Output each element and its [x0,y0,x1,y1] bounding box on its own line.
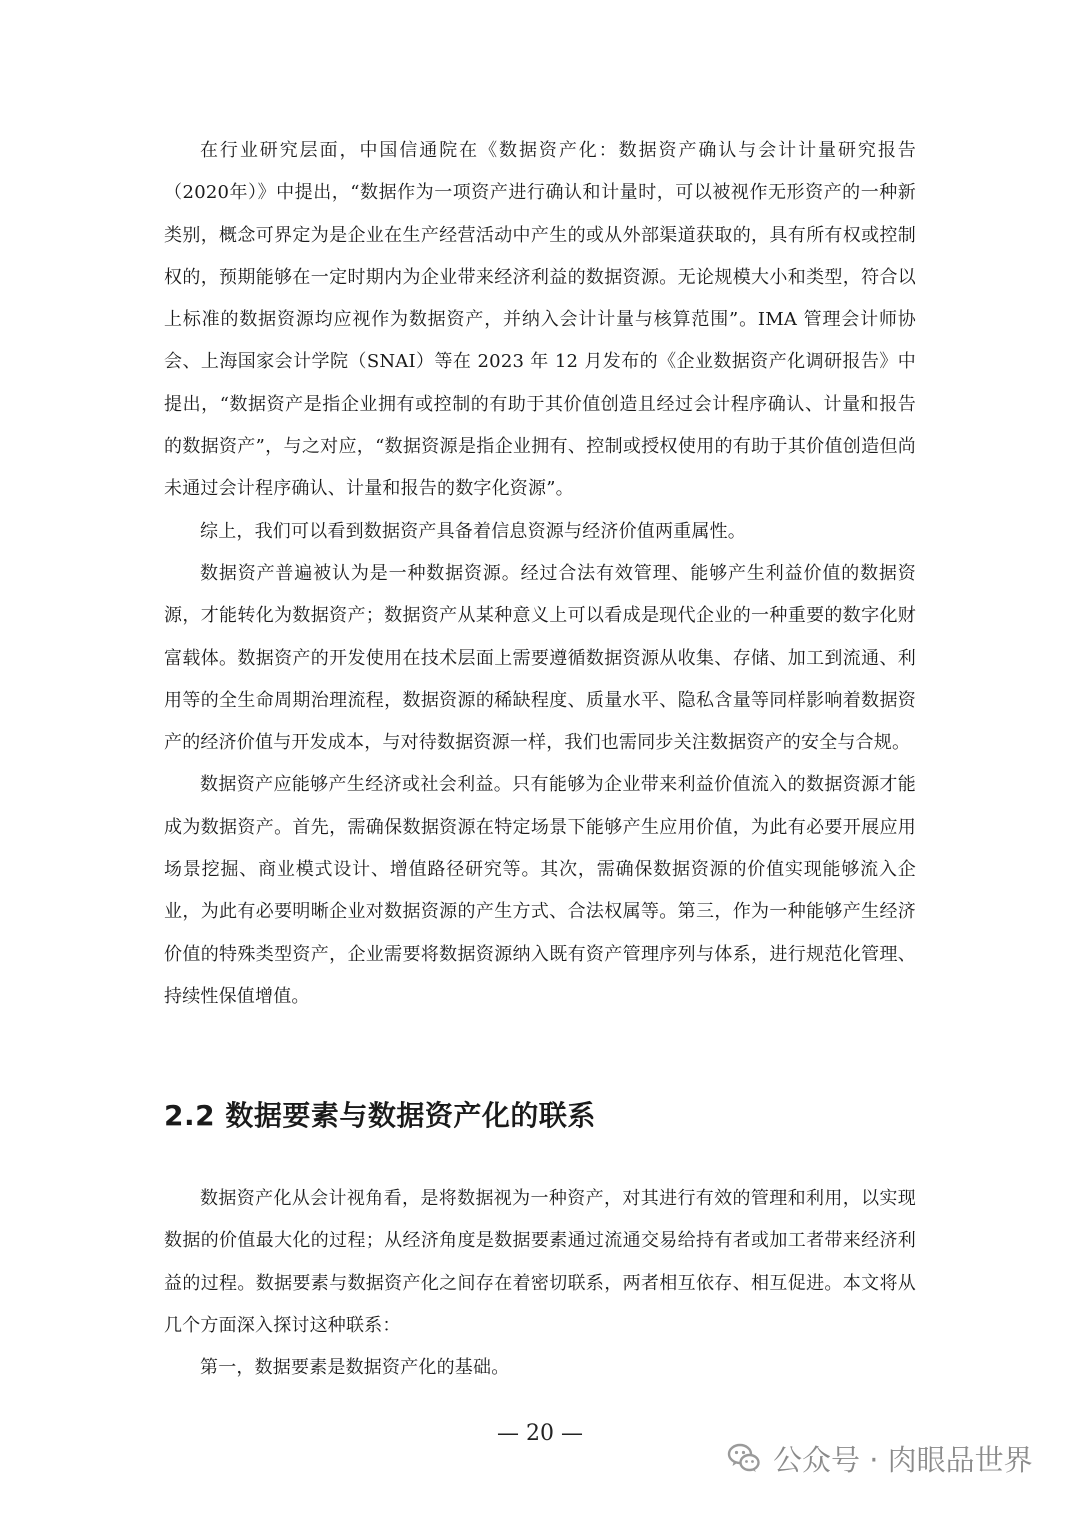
watermark [727,1430,1033,1486]
watermark-text: 公众号 · 肉眼品世界 [773,1442,1033,1477]
paragraph: 在行业研究层面，中国信通院在《数据资产化：数据资产确认与会计计量研究报告（2020年）》中提出，“数据作为一项资产进行确认和计量时，可以被视作无形资产的一种新类别，概念可界定为是企业在生产经营活动中产生的或从外部渠道获取的，具有所有权或控制权的，预期能够在一定时期内为企业带来经济利益的数据资源。无论规模大小和类型，符合以上标准的数据资源均应视作为数据资产，并纳入会计计量与核算范围”。IMA 管理会计师协会、上海国家会计学院（SNAI）等在 2023 年 12 月发布的《企业数据资产化调研报告》中提出，“数据资产是指企业拥有或控制的有助于其价值创造且经过会计程序确认、计量和报告的数据资产”，与之对应，“数据资源是指企业拥有、控制或授权使用的有助于其价值创造但尚未通过会计程序确认、计量和报告的数字化资源”。 [164,140,916,500]
body-text-bottom [164,1178,916,1389]
section-heading: 2.2 数据要素与数据资产化的联系 [164,1099,596,1132]
paragraph: 数据资产应能够产生经济或社会利益。只有能够为企业带来利益价值流入的数据资源才能成为数据资产。首先，需确保数据资源在特定场景下能够产生应用价值，为此有必要开展应用场景挖掘、商业模式设计、增值路径研究等。其次，需确保数据资源的价值实现能够流入企业，为此有必要明晰企业对数据资源的产生方式、合法权属等。第三，作为一种能够产生经济价值的特殊类型资产，企业需要将数据资源纳入既有资产管理序列与体系，进行规范化管理、持续性保值增值。 [164,774,916,1007]
paragraph: 数据资产普遍被认为是一种数据资源。经过合法有效管理、能够产生利益价值的数据资源，才能转化为数据资产；数据资产从某种意义上可以看成是现代企业的一种重要的数字化财富载体。数据资产的开发使用在技术层面上需要遵循数据资源从收集、存储、加工到流通、利用等的全生命周期治理流程，数据资源的稀缺程度、质量水平、隐私含量等同样影响着数据资产的经济价值与开发成本，与对待数据资源一样，我们也需同步关注数据资产的安全与合规。 [164,562,916,754]
paragraph: 第一，数据要素是数据资产化的基础。 [200,1357,510,1379]
paragraph: 综上，我们可以看到数据资产具备着信息资源与经济价值两重属性。 [200,520,746,542]
body-text-top [164,130,916,1018]
wechat-icon [727,1441,761,1475]
paragraph: 数据资产化从会计视角看，是将数据视为一种资产，对其进行有效的管理和利用，以实现数据的价值最大化的过程；从经济角度是数据要素通过流通交易给持有者或加工者带来经济利益的过程。数据要素与数据资产化之间存在着密切联系，两者相互依存、相互促进。本文将从几个方面深入探讨这种联系： [164,1188,916,1336]
page-number: — 20 — [497,1421,583,1446]
